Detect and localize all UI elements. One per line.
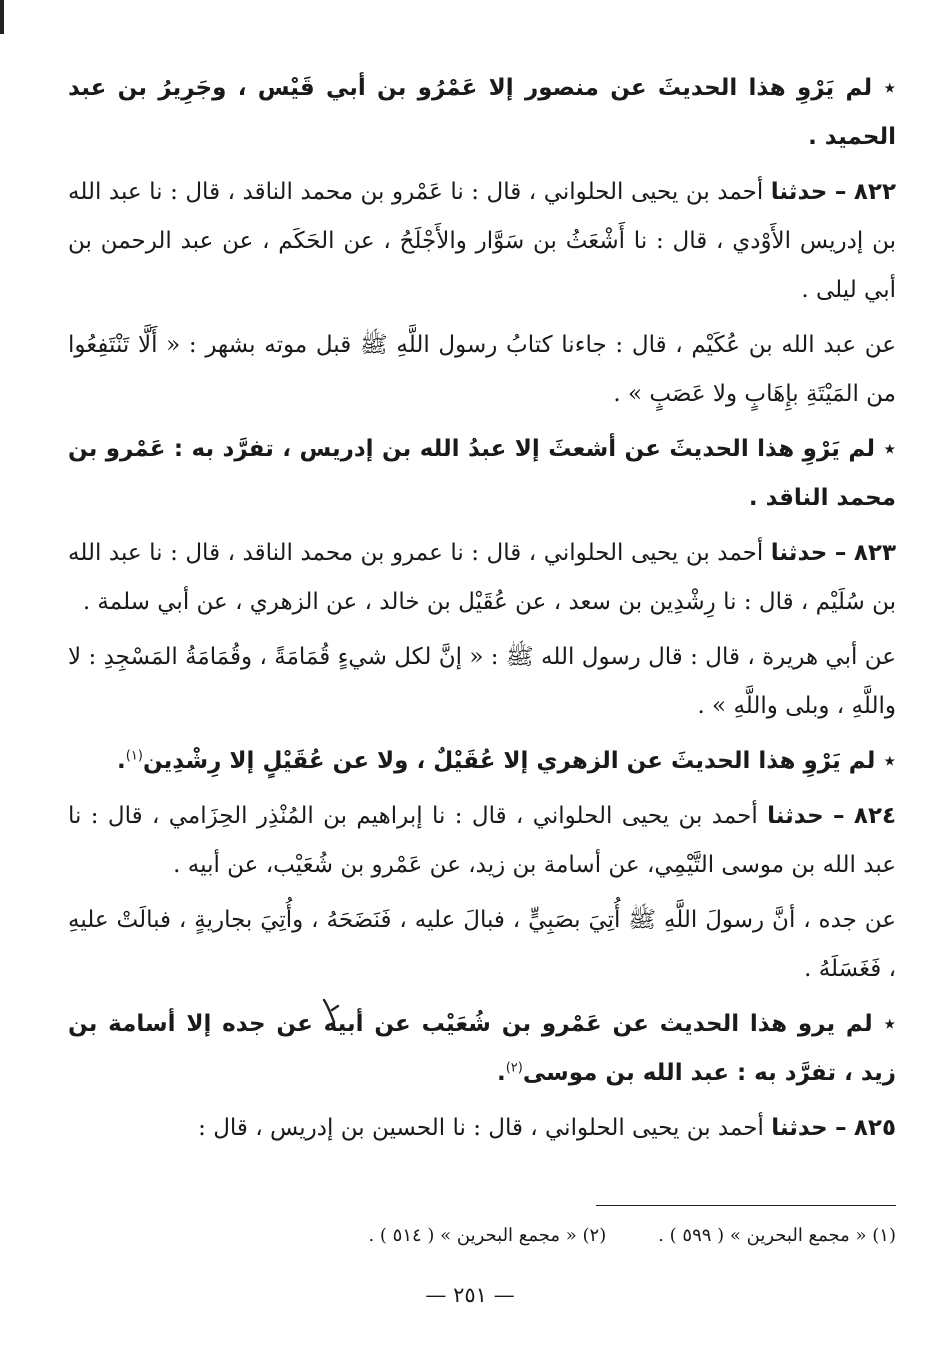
star-marker: ٭ (883, 75, 896, 101)
handwritten-pen-mark (318, 996, 344, 1026)
note-tail: . (496, 1060, 506, 1086)
note-tail: . (117, 748, 126, 774)
page-body (68, 64, 896, 1159)
hadith-chain-text: أحمد بن يحيى الحلواني ، قال : نا الحسين بن إدريس ، قال : (198, 1115, 764, 1141)
footnote-2 (368, 1216, 606, 1256)
note-text: لم يَرْوِ هذا الحديثَ عن أشعثَ إلا عبدُ الله بن إدريس ، تفرَّد به : عَمْرو بن محمد الناقد . (68, 436, 896, 511)
hadith-number: ٨٢٢ (853, 179, 896, 205)
footnote-ref[interactable]: (٢) (505, 1060, 523, 1076)
footnote-label: (٢) (582, 1225, 607, 1246)
hadith-dash: – (834, 540, 847, 566)
hadith-lead-word: حدثنا (770, 179, 828, 205)
hadith-lead-word: حدثنا (771, 1115, 828, 1141)
note-text: لم يَرْوِ هذا الحديثَ عن منصور إلا عَمْرُو بن أبي قَيْس ، وجَرِيرُ بن عبد الحميد . (68, 75, 896, 150)
footnote-divider (596, 1205, 896, 1206)
star-marker: ٭ (883, 1011, 896, 1037)
hadith-number: ٨٢٥ (853, 1115, 896, 1141)
footnote-text: « مجمع البحرين » ( ٥١٤ ) . (368, 1225, 577, 1246)
hadith-dash: – (833, 803, 845, 829)
note-text: لم يَرْوِ هذا الحديثَ عن الزهري إلا عُقَيْلٌ ، ولا عن عُقَيْلٍ إلا رِشْدِين (142, 748, 876, 774)
hadith-825 (68, 1104, 896, 1153)
hadith-chain-text: أحمد بن يحيى الحلواني ، قال : نا عَمْرو بن محمد الناقد ، قال : نا عبد الله بن إدريس الأَوْدي ، قال : نا أَشْعَثُ بن سَوَّار والأَجْلَحُ ، عن الحَكَم ، عن عبد الرحمن بن أبي ليلى . (68, 179, 896, 303)
hadith-number: ٨٢٤ (853, 803, 897, 829)
hadith-number: ٨٢٣ (853, 540, 896, 566)
note-text: لم يرو هذا الحديث عن عَمْرو بن شُعَيْب عن أبيه عن جده إلا أسامة بن زيد ، تفرَّد به : عبد الله بن موسى (68, 1011, 896, 1086)
hadith-chain-text: أحمد بن يحيى الحلواني ، قال : نا إبراهيم بن المُنْذِر الحِزَامي ، قال : نا عبد الله بن موسى التَّيْمِي، عن أسامة بن زيد، عن عَمْرو بن شُعَيْب، عن أبيه . (68, 803, 896, 878)
hadith-lead-word: حدثنا (767, 803, 824, 829)
hadith-824 (68, 792, 896, 890)
footnotes (120, 1216, 896, 1256)
hadith-lead-word: حدثنا (770, 540, 828, 566)
hadith-823 (68, 529, 896, 627)
star-marker: ٭ (883, 436, 896, 462)
isnad-note (68, 64, 896, 162)
isnad-note (68, 737, 896, 786)
footnote-text: « مجمع البحرين » ( ٥٩٩ ) . (658, 1225, 867, 1246)
hadith-822 (68, 168, 896, 315)
hadith-824-matn: عن جده ، أنَّ رسولَ اللَّهِ ﷺ أُتِيَ بصَبِيٍّ ، فبالَ عليه ، فَنَضَحَهُ ، وأُتِيَ بجاريةٍ ، فبالَتْ عليهِ ، فَغَسَلَهُ . (68, 907, 896, 982)
footnote-ref[interactable]: (١) (125, 748, 143, 764)
footnote-1 (658, 1216, 896, 1256)
hadith-822-matn: عن عبد الله بن عُكَيْم ، قال : جاءنا كتابُ رسول اللَّهِ ﷺ قبل موته بشهر : « أَلَّا تَنْتَفِعُوا من المَيْتَةِ بإِهَابٍ ولا عَصَبٍ » . (68, 332, 896, 407)
star-marker: ٭ (883, 748, 896, 774)
page-number: — ٢٥١ — (425, 1283, 515, 1307)
isnad-note (68, 1000, 896, 1098)
isnad-note (68, 425, 896, 523)
hadith-chain-text: أحمد بن يحيى الحلواني ، قال : نا عمرو بن محمد الناقد ، قال : نا عبد الله بن سُلَيْم ، قال : نا رِشْدِين بن سعد ، عن عُقَيْل بن خالد ، عن الزهري ، عن أبي سلمة . (68, 540, 896, 615)
scan-edge-mark (0, 0, 4, 34)
hadith-823-matn: عن أبي هريرة ، قال : قال رسول الله ﷺ : « إنَّ لكل شيءٍ قُمَامَةً ، وقُمَامَةُ المَسْجِدِ : لا واللَّهِ ، وبلى واللَّهِ » . (68, 644, 896, 719)
hadith-dash: – (835, 1115, 847, 1141)
hadith-dash: – (834, 179, 847, 205)
footnote-label: (١) (872, 1225, 896, 1246)
